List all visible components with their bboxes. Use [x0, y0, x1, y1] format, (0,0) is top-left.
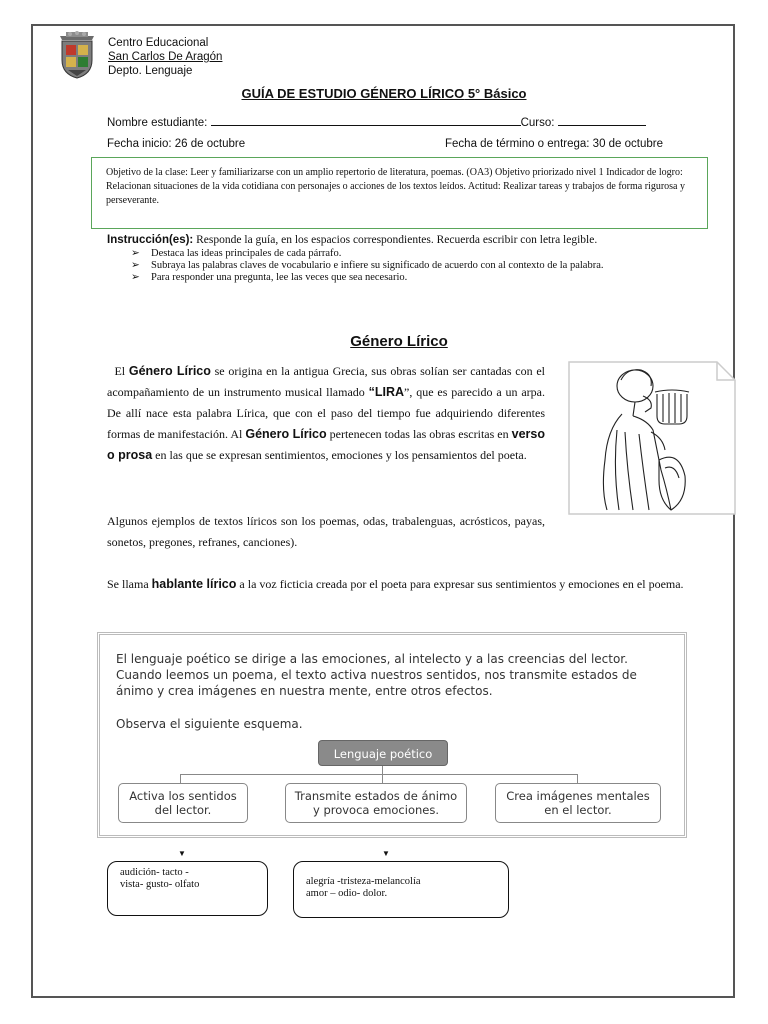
connector-line [382, 766, 383, 774]
child-label: y provoca emociones. [312, 803, 440, 817]
objective-box: Objetivo de la clase: Leer y familiarizarse con un amplio repertorio de literatura, poemas. (OA3) Objetivo priorizado nivel 1 Indicador de logro: Relacionan situaciones de la vida cotidiana con personajes o acciones de los textos leídos. Actitud: Realizar tareas y trabajos de forma rigurosa y perseverante. [91, 157, 708, 229]
answer-text: vista- gusto- olfato [120, 879, 200, 890]
answer-text: audición- tacto - [120, 867, 189, 878]
start-date: Fecha inicio: 26 de octubre [107, 138, 246, 150]
connector-line [577, 774, 578, 783]
course-line[interactable] [558, 125, 646, 126]
answer-box-senses[interactable] [107, 861, 268, 916]
scheme-child-images [495, 783, 661, 823]
text-run: en las que se expresan sentimientos, emociones y los pensamientos del poeta. [152, 448, 527, 462]
child-label: del lector. [154, 803, 212, 817]
list-item-text: Subraya las palabras claves de vocabulario e infiere su significado de acuerdo con al contexto de la palabra. [151, 260, 604, 271]
end-date: Fecha de término o entrega: 30 de octubre [445, 138, 664, 150]
examples-paragraph: Algunos ejemplos de textos líricos son los poemas, odas, trabalenguas, acrósticos, payas, sonetos, pregones, refranes, canciones). [107, 514, 545, 549]
child-label: Transmite estados de ánimo [294, 789, 458, 803]
course-label: Curso: [520, 117, 555, 129]
scheme-root-node: Lenguaje poético [318, 740, 448, 766]
answer-text: alegría -tristeza-melancolía [306, 876, 421, 887]
guide-title-grade: 5° Básico [464, 86, 527, 101]
student-name-row [107, 117, 646, 129]
student-name-label: Nombre estudiante: [107, 117, 208, 129]
instructions-text: Responde la guía, en los espacios correspondientes. Recuerda escribir con letra legible. [193, 234, 598, 246]
child-label: en el lector. [544, 803, 612, 817]
text-run: Se llama [107, 577, 152, 591]
arrow-bullet-icon: ➢ [131, 248, 140, 259]
lyre-player-illustration [567, 360, 737, 516]
bold-term: verso o prosa [107, 427, 545, 462]
arrow-bullet-icon: ➢ [131, 260, 140, 271]
instructions-label: Instrucción(es): [107, 234, 194, 246]
text-run: a la voz ficticia creada por el poeta para expresar sus sentimientos y emociones en el poema. [236, 577, 684, 591]
guide-title [0, 86, 768, 101]
poetic-language-scheme [97, 632, 687, 838]
child-label: Activa los sentidos [129, 789, 237, 803]
school-name: Centro Educacional [108, 37, 209, 49]
bold-term: “LIRA [368, 385, 405, 399]
instructions-list [107, 248, 687, 283]
child-label: Crea imágenes mentales [506, 789, 650, 803]
down-arrow-icon: ▼ [382, 849, 390, 858]
text-run: ”, que es parecido a un arpa. De allí nace esta palabra Lírica, que con el paso del tiempo fue adquiriendo diferentes formas de manifestación. Al [107, 385, 545, 441]
text-run: se origina en la antigua Grecia, sus obras solían ser cantadas con el acompañamiento de un instrumento musical llamado [107, 364, 545, 399]
scheme-child-senses [118, 783, 248, 823]
text-run: pertenecen todas las obras escritas en [326, 427, 512, 441]
list-item-text: Para responder una pregunta, lee las veces que sea necesario. [151, 272, 408, 283]
school-crest-logo [52, 30, 102, 80]
scheme-child-emotions [285, 783, 467, 823]
scheme-intro: El lenguaje poético se dirige a las emociones, al intelecto y a las creencias del lector. Cuando leemos un poema, el texto activa nuestros sentidos, nos transmite estados de ánimo y crea imágenes en nuestra mente, entre otros efectos. [116, 652, 637, 698]
connector-line [180, 774, 577, 775]
school-subname: San Carlos De Aragón [108, 51, 223, 63]
list-item [131, 248, 687, 259]
bold-term: Género Lírico [128, 364, 211, 378]
bold-term: Género Lírico [245, 427, 327, 441]
text-run: El [114, 364, 129, 378]
arrow-bullet-icon: ➢ [131, 272, 140, 283]
student-name-line[interactable] [211, 125, 521, 126]
intro-paragraph [107, 361, 545, 466]
section-title: Género Lírico [350, 333, 448, 350]
guide-title-main: GUÍA DE ESTUDIO GÉNERO LÍRICO [241, 86, 465, 101]
speaker-paragraph [107, 574, 687, 595]
school-header [108, 36, 222, 78]
connector-line [382, 774, 383, 783]
list-item-text: Destaca las ideas principales de cada párrafo. [151, 248, 342, 259]
answer-text: amor – odio- dolor. [306, 888, 388, 899]
down-arrow-icon: ▼ [178, 849, 186, 858]
answer-box-emotions[interactable] [293, 861, 509, 918]
instructions [107, 234, 687, 284]
scheme-observe: Observa el siguiente esquema. [116, 717, 303, 731]
list-item [131, 272, 687, 283]
list-item [131, 260, 687, 271]
bold-term: hablante lírico [151, 577, 237, 591]
department-name: Depto. Lenguaje [108, 65, 193, 77]
connector-line [180, 774, 181, 783]
